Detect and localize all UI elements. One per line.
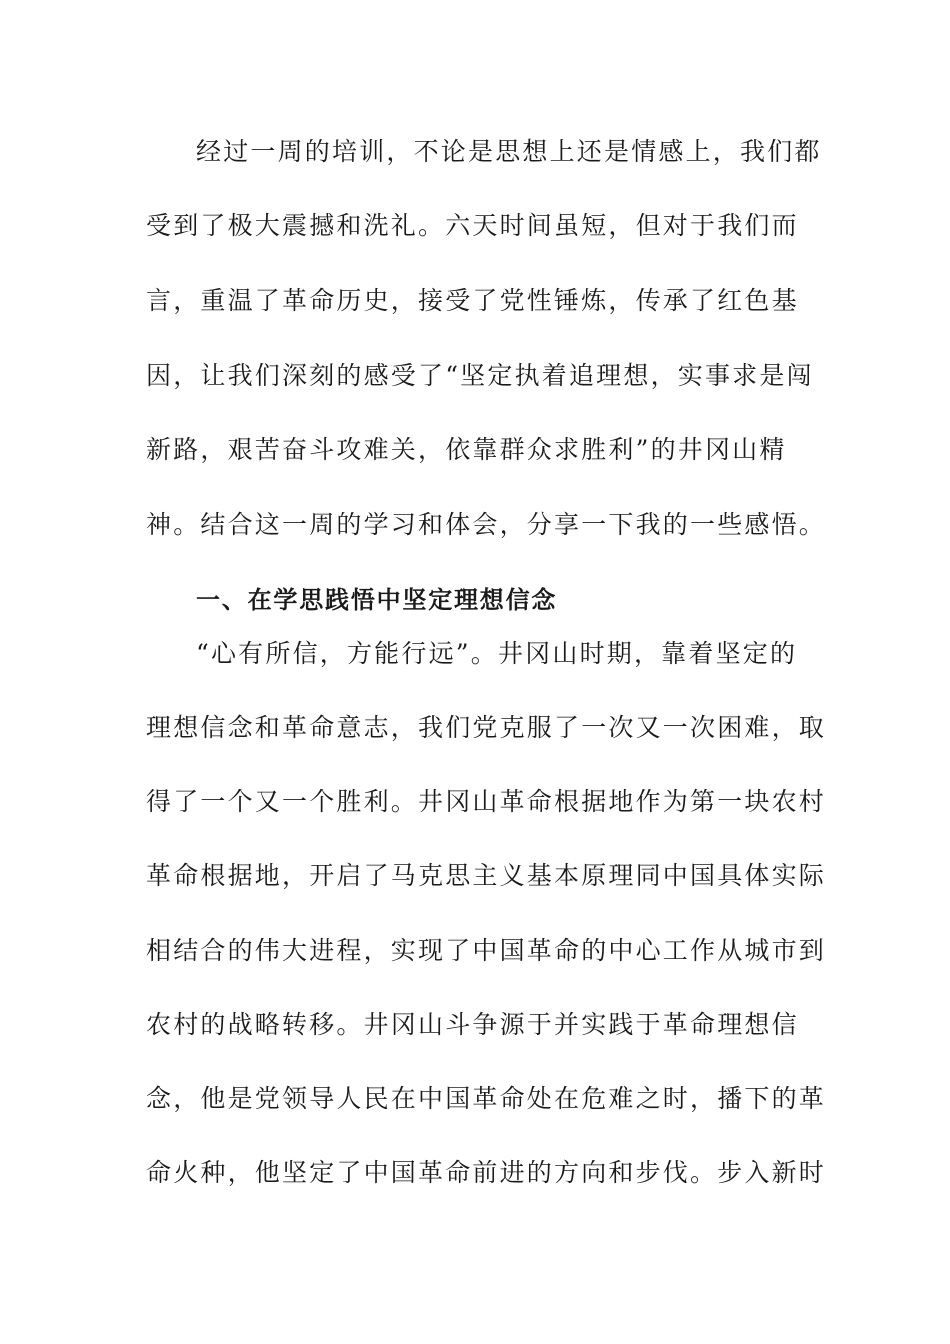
paragraph-1-line-2: 受到了极大震撼和洗礼。六天时间虽短，但对于我们而 <box>146 211 799 240</box>
paragraph-2-line-6: 农村的战略转移。井冈山斗争源于并实践于革命理想信 <box>146 1010 799 1039</box>
paragraph-2-line-5: 相结合的伟大进程，实现了中国革命的中心工作从城市到 <box>146 936 827 965</box>
paragraph-2-line-1: “心有所信，方能行远”。井冈山时期，靠着坚定的 <box>196 639 798 668</box>
paragraph-2-line-3: 得了一个又一个胜利。井冈山革命根据地作为第一块农村 <box>146 787 827 816</box>
paragraph-2-line-8: 命火种，他坚定了中国革命前进的方向和步伐。步入新时 <box>146 1158 827 1187</box>
paragraph-1-line-4: 因，让我们深刻的感受了“坚定执着追理想，实事求是闯 <box>146 361 814 390</box>
paragraph-2-line-4: 革命根据地，开启了马克思主义基本原理同中国具体实际 <box>146 861 827 890</box>
paragraph-1-line-1: 经过一周的培训，不论是思想上还是情感上，我们都 <box>196 137 822 166</box>
paragraph-1-line-6: 神。结合这一周的学习和体会，分享一下我的一些感悟。 <box>146 510 827 539</box>
paragraph-2-line-7: 念，他是党领导人民在中国革命处在危难之时，播下的革 <box>146 1084 827 1113</box>
paragraph-1-line-5: 新路，艰苦奋斗攻难关，依靠群众求胜利”的井冈山精 <box>146 435 787 464</box>
section-heading: 一、在学思践悟中坚定理想信念 <box>196 585 558 614</box>
paragraph-1-line-3: 言，重温了革命历史，接受了党性锤炼，传承了红色基 <box>146 286 799 315</box>
paragraph-2-line-2: 理想信念和革命意志，我们党克服了一次又一次困难，取 <box>146 713 827 742</box>
